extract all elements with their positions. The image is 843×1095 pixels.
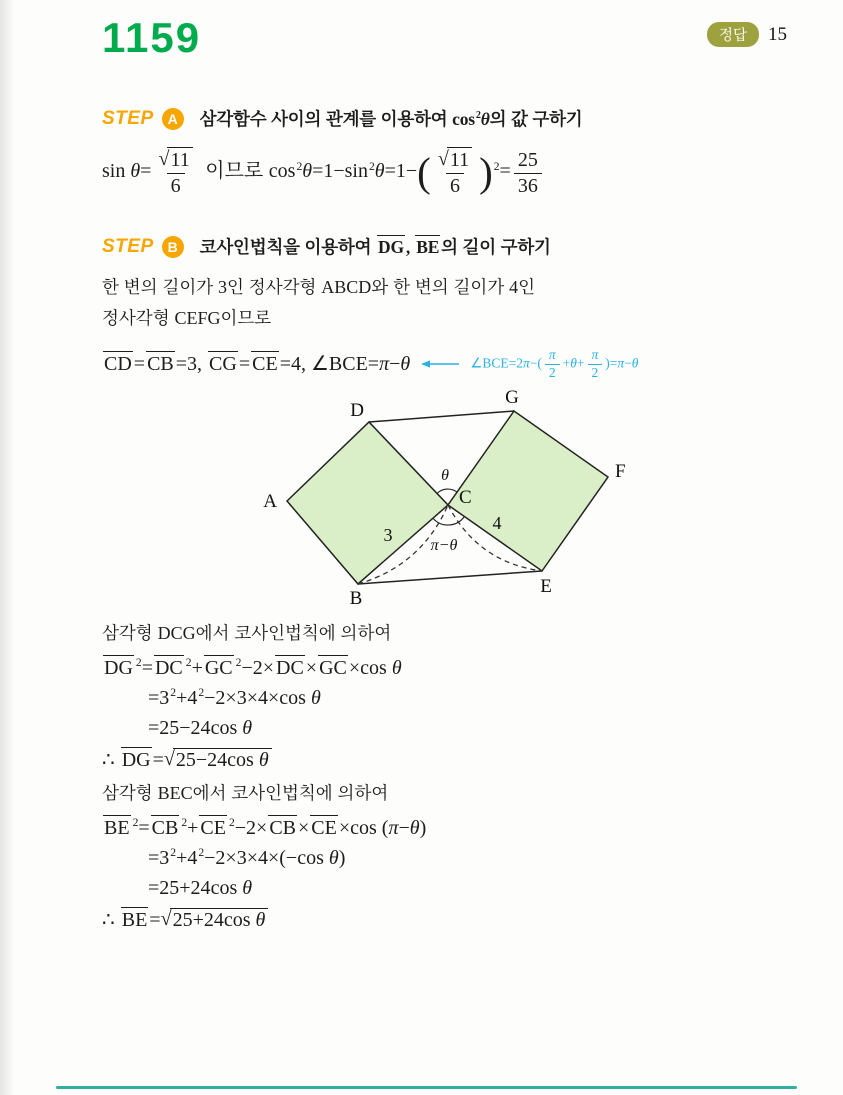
problem-number: 1159 xyxy=(102,14,202,61)
vertex-label-g: G xyxy=(505,386,519,408)
angle-theta-label: θ xyxy=(441,466,449,484)
vertex-label-c: C xyxy=(459,486,472,508)
math-line-segments xyxy=(102,347,791,381)
side-4-label: 4 xyxy=(492,512,502,533)
step-a-word: STEP xyxy=(102,107,154,129)
square-cefg xyxy=(448,411,608,571)
body-paragraph xyxy=(102,273,791,333)
math-line-dg-squared: DG $^2$= DC $^2$+ GC $^2$−2× DC × GC ×cos θ xyxy=(104,656,402,679)
answer-badge: 정답 xyxy=(707,22,759,47)
squares-diagram xyxy=(254,385,634,615)
vertex-label-f: F xyxy=(615,460,626,482)
step-a-badge-icon: A xyxy=(162,108,184,130)
vertex-label-b: B xyxy=(349,587,363,609)
vertex-label-d: D xyxy=(350,399,364,421)
body-line-2: 정사각형 CEFG이므로 xyxy=(102,307,272,328)
left-arrow-icon xyxy=(420,359,460,369)
step-b-heading xyxy=(102,234,791,259)
segment-equalities: CD = CB =3, CG = CE =4, ∠BCE=π−θ xyxy=(104,353,411,376)
body-line-1: 한 변의 길이가 3인 정사각형 ABCD와 한 변의 길이가 4인 xyxy=(102,277,535,297)
page-bottom-rule xyxy=(56,1086,797,1089)
math-line-be-squared: BE $^2$= CB $^2$+ CE $^2$−2× CB × CE ×cos (π−θ) xyxy=(104,816,427,839)
segment-dg xyxy=(369,411,514,422)
math-line-dg-step3: =25−24cos θ xyxy=(148,716,253,739)
vertex-label-a: A xyxy=(263,490,277,512)
vertex-label-e: E xyxy=(540,575,552,597)
math-line-sin-cos: sin θ= $\frac{√11}{6}$ 이므로 $\cos^2\theta=1-\sin^2\theta=1-$( $\frac{√11}{6}$ )$^2$= $\frac{25}{36}$ xyxy=(102,147,791,198)
angle-theta-arc xyxy=(437,489,457,493)
page-header xyxy=(102,14,791,70)
triangle-dcg-sentence: 삼각형 DCG에서 코사인법칙에 의하여 xyxy=(102,622,392,643)
square-abcd xyxy=(287,422,448,584)
angle-pi-theta-label: π−θ xyxy=(430,536,458,554)
step-b-badge-icon: B xyxy=(162,236,184,258)
triangle-bec-sentence: 삼각형 BEC에서 코사인법칙에 의하여 xyxy=(102,782,389,803)
step-a-title: 삼각함수 사이의 관계를 이용하여 $\cos^2\theta$의 값 구하기 xyxy=(199,109,583,129)
step-b-title: 코사인법칙을 이용하여 DG , BE 의 길이 구하기 xyxy=(199,237,551,257)
math-line-be-result: ∴ BE =√25+24cos θ xyxy=(102,907,791,932)
answer-page-number: 15 xyxy=(768,23,787,45)
step-b-word: STEP xyxy=(102,235,154,257)
angle-bce-annotation: ∠BCE=2π−( $\frac{\pi}{2}$ +θ+ $\frac{\pi}{2}$ )=π−θ xyxy=(470,346,639,380)
math-line-be-step2: $=3^2+4^2-2\times 3\times 4\times(-\cos$ θ) xyxy=(148,846,346,869)
side-3-label: 3 xyxy=(383,524,393,545)
math-line-dg-result: ∴ DG =√25−24cos θ xyxy=(102,747,791,772)
math-line-dg-step2: $=3^2+4^2-2\times 3\times 4\times\cos$ θ xyxy=(148,686,321,709)
step-a-heading xyxy=(102,106,791,131)
math-line-be-step3: =25+24cos θ xyxy=(148,876,253,899)
answer-reference xyxy=(707,22,787,47)
